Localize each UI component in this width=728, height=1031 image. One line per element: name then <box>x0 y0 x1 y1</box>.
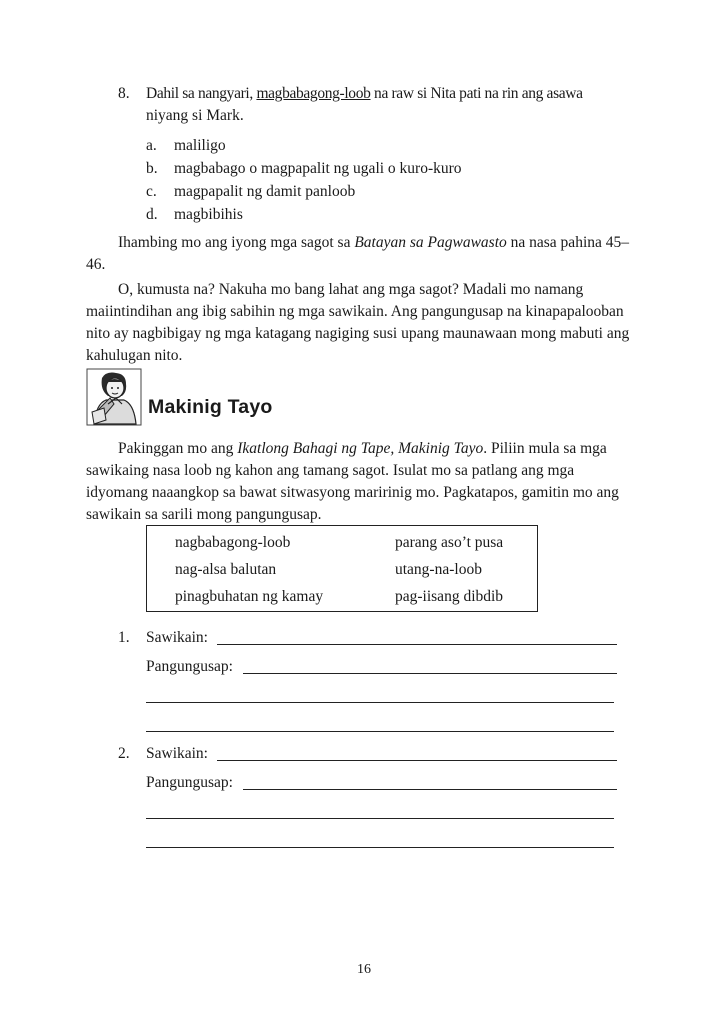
idiom-option: parang aso’t pusa <box>395 534 504 551</box>
idiom-option: nagbabagong-loob <box>175 534 291 551</box>
pangungusap-label: Pangungusap: <box>146 658 233 675</box>
idiom-option: pinagbuhatan ng kamay <box>175 588 324 605</box>
question-text-end: na raw si Nita pati na rin ang asawa <box>370 85 583 102</box>
choice-letter: a. <box>146 137 157 154</box>
sawikain-label: Sawikain: <box>146 629 208 646</box>
exercise-number: 1. <box>118 629 130 646</box>
pangungusap-label: Pangungusap: <box>146 774 233 791</box>
choice-text: magbabago o magpapalit ng ugali o kuro-kuro <box>174 160 462 177</box>
choice-letter: b. <box>146 160 158 177</box>
idiom-option: pag-iisang dibdib <box>395 588 504 605</box>
choice-letter: c. <box>146 183 157 200</box>
compare-paragraph <box>86 232 632 276</box>
compare-text-end: na nasa pahina 45–46. <box>86 234 630 273</box>
instructions-paragraph <box>86 438 632 526</box>
choice-text: magbibihis <box>174 206 243 223</box>
sawikain-answer-line[interactable] <box>217 644 617 645</box>
instructions-text-start: Pakinggan mo ang <box>118 440 238 457</box>
question-text <box>146 83 583 105</box>
sentence-answer-line[interactable] <box>146 847 614 848</box>
instructions-text-end: . Piliin mula sa mga sawikaing nasa loob ng kahon ang tamang sagot. Isulat mo sa patlang ang mga idyomang naaangkop sa bawat sitwasyong maririnig mo. Pagkatapos, gamitin mo ang sawikain sa sarili mong pangungusap. <box>86 440 619 523</box>
underlined-idiom: magbabagong-loob <box>256 85 371 102</box>
question-number: 8. <box>118 85 130 102</box>
sawikain-answer-line[interactable] <box>217 760 617 761</box>
choice-text: magpapalit ng damit panloob <box>174 183 356 200</box>
exercise-number: 2. <box>118 745 130 762</box>
sentence-answer-line[interactable] <box>146 731 614 732</box>
compare-text-start: Ihambing mo ang iyong mga sagot sa <box>118 234 355 251</box>
sentence-answer-line[interactable] <box>146 702 614 703</box>
choice-letter: d. <box>146 206 158 223</box>
idiom-word-box <box>146 525 538 612</box>
answer-key-title: Batayan sa Pagwawasto <box>354 234 507 251</box>
choice-text: maliligo <box>174 137 226 154</box>
tape-section-title: Ikatlong Bahagi ng Tape, Makinig Tayo <box>237 440 484 457</box>
kumusta-paragraph <box>86 279 632 367</box>
sentence-answer-line[interactable] <box>243 673 617 674</box>
section-heading: Makinig Tayo <box>148 396 273 418</box>
idiom-option: utang-na-loob <box>395 561 482 578</box>
idiom-option: nag-alsa balutan <box>175 561 277 578</box>
question-text-start: Dahil sa nangyari, <box>146 85 257 102</box>
page-number: 16 <box>357 962 371 977</box>
sentence-answer-line[interactable] <box>146 818 614 819</box>
kumusta-text: O, kumusta na? Nakuha mo bang lahat ang mga sagot? Madali mo namang maiintindihan ang ibig sabihin ng mga sawikain. Ang pangungusap na kinapapalooban nito ay nagbibigay ng mga katagang nagiging susi upang maunawaan mong mabuti ang kahulugan nito. <box>86 281 630 364</box>
sentence-answer-line[interactable] <box>243 789 617 790</box>
sawikain-label: Sawikain: <box>146 745 208 762</box>
listening-person-icon <box>86 368 142 426</box>
question-text-line2: niyang si Mark. <box>146 107 244 124</box>
